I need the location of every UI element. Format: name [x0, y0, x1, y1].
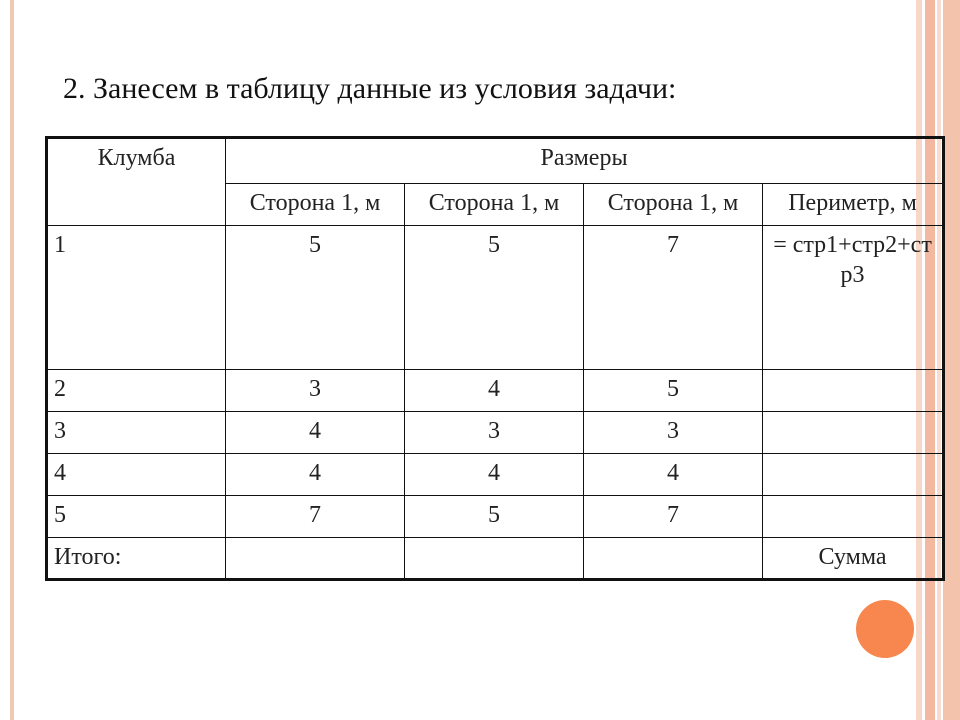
- subheader-side-1: Сторона 1, м: [226, 184, 405, 226]
- cell-perimeter: = стр1+стр2+стр3: [763, 226, 944, 370]
- cell-side-2: 5: [405, 496, 584, 538]
- cell-klumba: 2: [47, 370, 226, 412]
- cell-perimeter: [763, 370, 944, 412]
- table-row: [47, 454, 944, 496]
- subheader-side-3: Сторона 1, м: [584, 184, 763, 226]
- cell-side-3: 7: [584, 496, 763, 538]
- cell-side-2: 3: [405, 412, 584, 454]
- cell-perimeter: [763, 412, 944, 454]
- header-razmery: Размеры: [226, 138, 944, 184]
- footer-sum: Сумма: [763, 538, 944, 580]
- cell-side-3: 4: [584, 454, 763, 496]
- subheader-perimeter: Периметр, м: [763, 184, 944, 226]
- cell-klumba: 5: [47, 496, 226, 538]
- left-frame-line: [10, 0, 14, 720]
- decorative-circle: [856, 600, 914, 658]
- cell-perimeter: [763, 454, 944, 496]
- cell-klumba: 1: [47, 226, 226, 370]
- cell-klumba: 3: [47, 412, 226, 454]
- cell-perimeter: [763, 496, 944, 538]
- header-klumba: Клумба: [47, 138, 226, 226]
- cell-side-1: 3: [226, 370, 405, 412]
- table-row: [47, 370, 944, 412]
- cell-side-1: 4: [226, 412, 405, 454]
- decorative-stripe: [943, 0, 960, 720]
- subheader-side-2: Сторона 1, м: [405, 184, 584, 226]
- cell-side-2: 5: [405, 226, 584, 370]
- footer-label: Итого:: [47, 538, 226, 580]
- table-row: [47, 226, 944, 370]
- footer-empty-cell: [584, 538, 763, 580]
- cell-side-1: 5: [226, 226, 405, 370]
- table-footer-row: [47, 538, 944, 580]
- footer-empty-cell: [226, 538, 405, 580]
- cell-side-2: 4: [405, 454, 584, 496]
- cell-side-1: 4: [226, 454, 405, 496]
- cell-side-3: 5: [584, 370, 763, 412]
- cell-side-1: 7: [226, 496, 405, 538]
- cell-side-3: 3: [584, 412, 763, 454]
- cell-klumba: 4: [47, 454, 226, 496]
- slide-title: 2. Занесем в таблицу данные из условия задачи:: [63, 72, 677, 105]
- cell-side-2: 4: [405, 370, 584, 412]
- table-row: [47, 496, 944, 538]
- flowerbed-table: [45, 136, 945, 581]
- cell-side-3: 7: [584, 226, 763, 370]
- table-row: [47, 412, 944, 454]
- footer-empty-cell: [405, 538, 584, 580]
